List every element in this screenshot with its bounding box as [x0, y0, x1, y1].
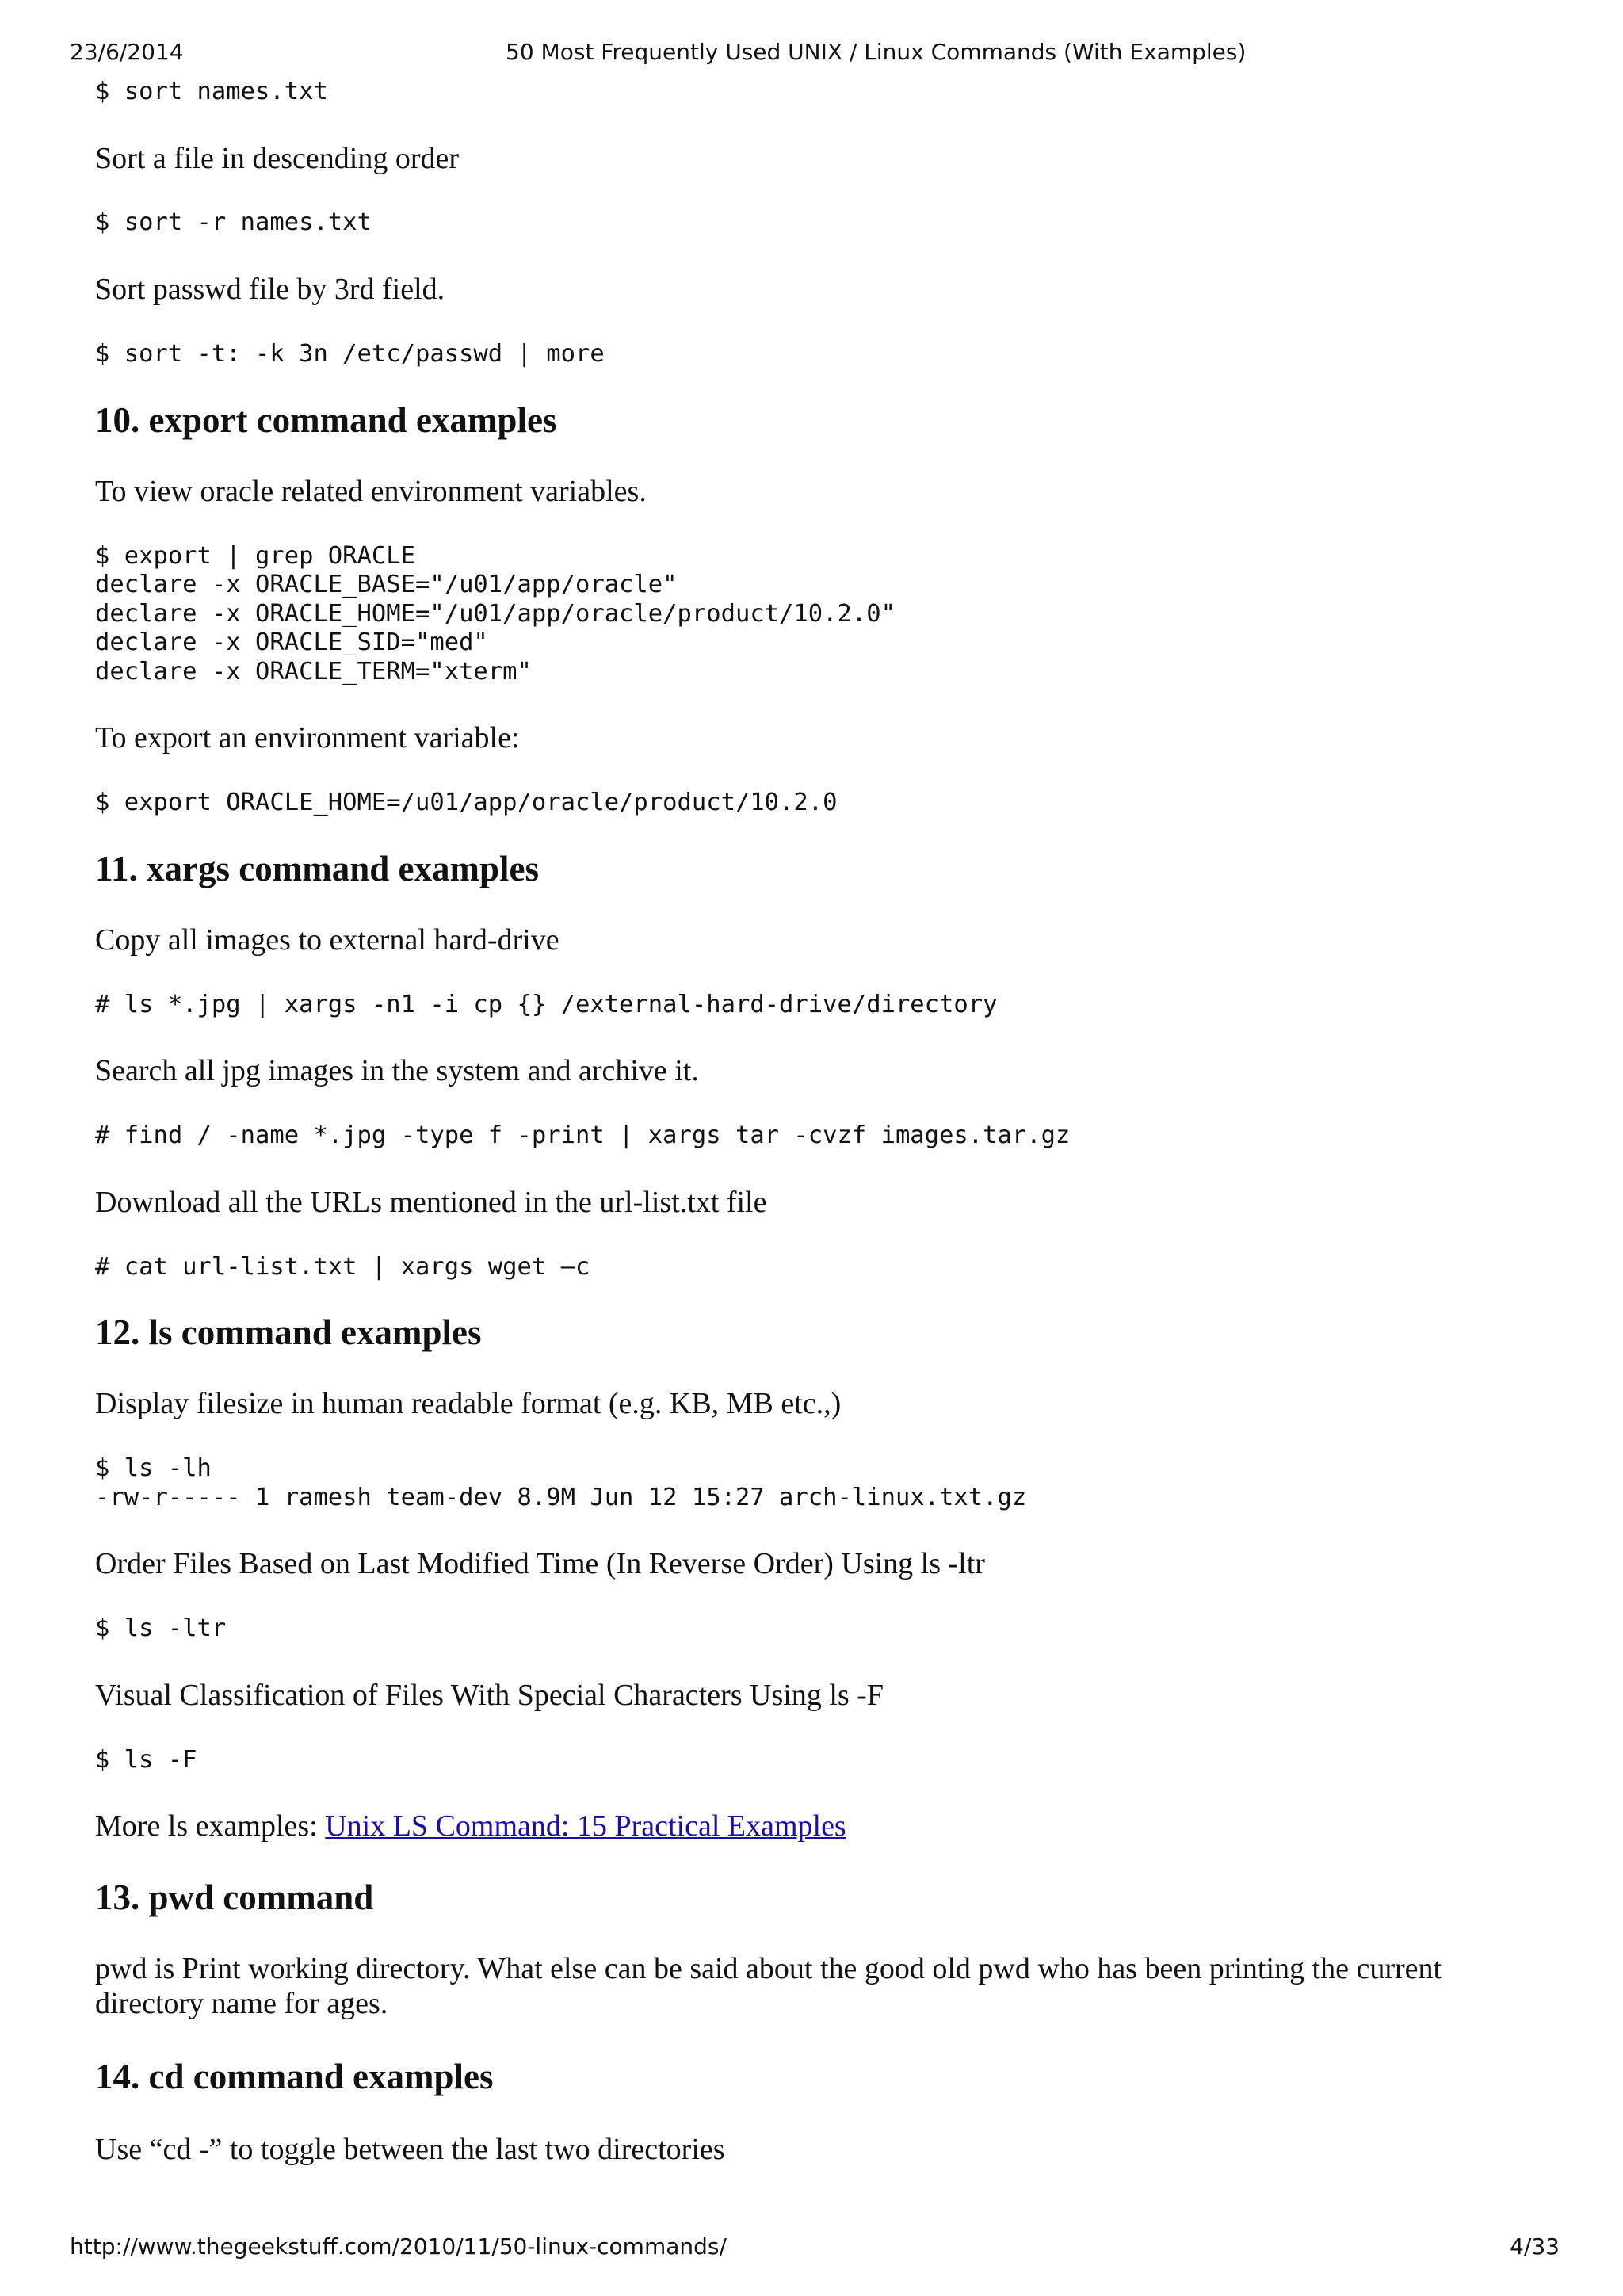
- header-date: 23/6/2014: [70, 39, 184, 65]
- ls-examples-link[interactable]: Unix LS Command: 15 Practical Examples: [325, 1809, 846, 1843]
- heading-export: 10. export command examples: [95, 399, 557, 440]
- para-pwd: pwd is Print working directory. What else can be said about the good old pwd who has been printing the current directory name for ages.: [95, 1952, 1442, 2020]
- footer-page-number: 4/33: [1510, 2233, 1560, 2260]
- para-sort-passwd: Sort passwd file by 3rd field.: [95, 273, 445, 306]
- code-xargs-copy: # ls *.jpg | xargs -n1 -i cp {} /external-hard-drive/directory: [95, 990, 998, 1018]
- para-cd-toggle: Use “cd -” to toggle between the last two directories: [95, 2133, 725, 2166]
- header-title: 50 Most Frequently Used UNIX / Linux Commands (With Examples): [506, 39, 1247, 65]
- para-xargs-search: Search all jpg images in the system and archive it.: [95, 1054, 699, 1087]
- article-content: [95, 78, 1545, 2167]
- para-export-variable: To export an environment variable:: [95, 721, 520, 755]
- para-export-view: To view oracle related environment variables.: [95, 474, 647, 508]
- code-export-home: $ export ORACLE_HOME=/u01/app/oracle/product/10.2.0: [95, 789, 838, 816]
- heading-cd: 14. cd command examples: [95, 2057, 494, 2096]
- code-ls-f: $ ls -F: [95, 1745, 197, 1774]
- para-ls-filesize: Display filesize in human readable format (e.g. KB, MB etc.,): [95, 1387, 842, 1420]
- code-sort-passwd: $ sort -t: -k 3n /etc/passwd | more: [95, 340, 605, 368]
- code-ls-lh: $ ls -lh -rw-r----- 1 ramesh team-dev 8.9M Jun 12 15:27 arch-linux.txt.gz: [95, 1454, 1027, 1511]
- para-ls-ltr: Order Files Based on Last Modified Time (In Reverse Order) Using ls -ltr: [95, 1547, 985, 1580]
- ls-more-prefix: More ls examples:: [95, 1809, 326, 1843]
- heading-xargs: 11. xargs command examples: [95, 848, 539, 888]
- para-sort-descending: Sort a file in descending order: [95, 141, 460, 175]
- footer-url: http://www.thegeekstuff.com/2010/11/50-linux-commands/: [70, 2233, 727, 2260]
- para-xargs-download: Download all the URLs mentioned in the url-list.txt file: [95, 1185, 767, 1219]
- heading-ls: 12. ls command examples: [95, 1312, 482, 1352]
- code-sort-names: $ sort names.txt: [95, 78, 328, 105]
- code-ls-ltr: $ ls -ltr: [95, 1614, 227, 1642]
- code-export-grep: $ export | grep ORACLE declare -x ORACLE_BASE="/u01/app/oracle" declare -x ORACLE_HOME="/u01/app/oracle/product/10.2.0" declare -x ORACLE_SID="med" declare -x ORACLE_TERM="xterm": [95, 541, 896, 686]
- heading-pwd: 13. pwd command: [95, 1878, 374, 1917]
- code-xargs-wget: # cat url-list.txt | xargs wget –c: [95, 1252, 590, 1281]
- para-ls-f: Visual Classification of Files With Special Characters Using ls -F: [95, 1678, 884, 1712]
- para-ls-more: [95, 1809, 1545, 1843]
- para-xargs-copy: Copy all images to external hard-drive: [95, 923, 559, 957]
- code-sort-reverse: $ sort -r names.txt: [95, 208, 372, 236]
- code-xargs-find: # find / -name *.jpg -type f -print | xargs tar -cvzf images.tar.gz: [95, 1121, 1071, 1149]
